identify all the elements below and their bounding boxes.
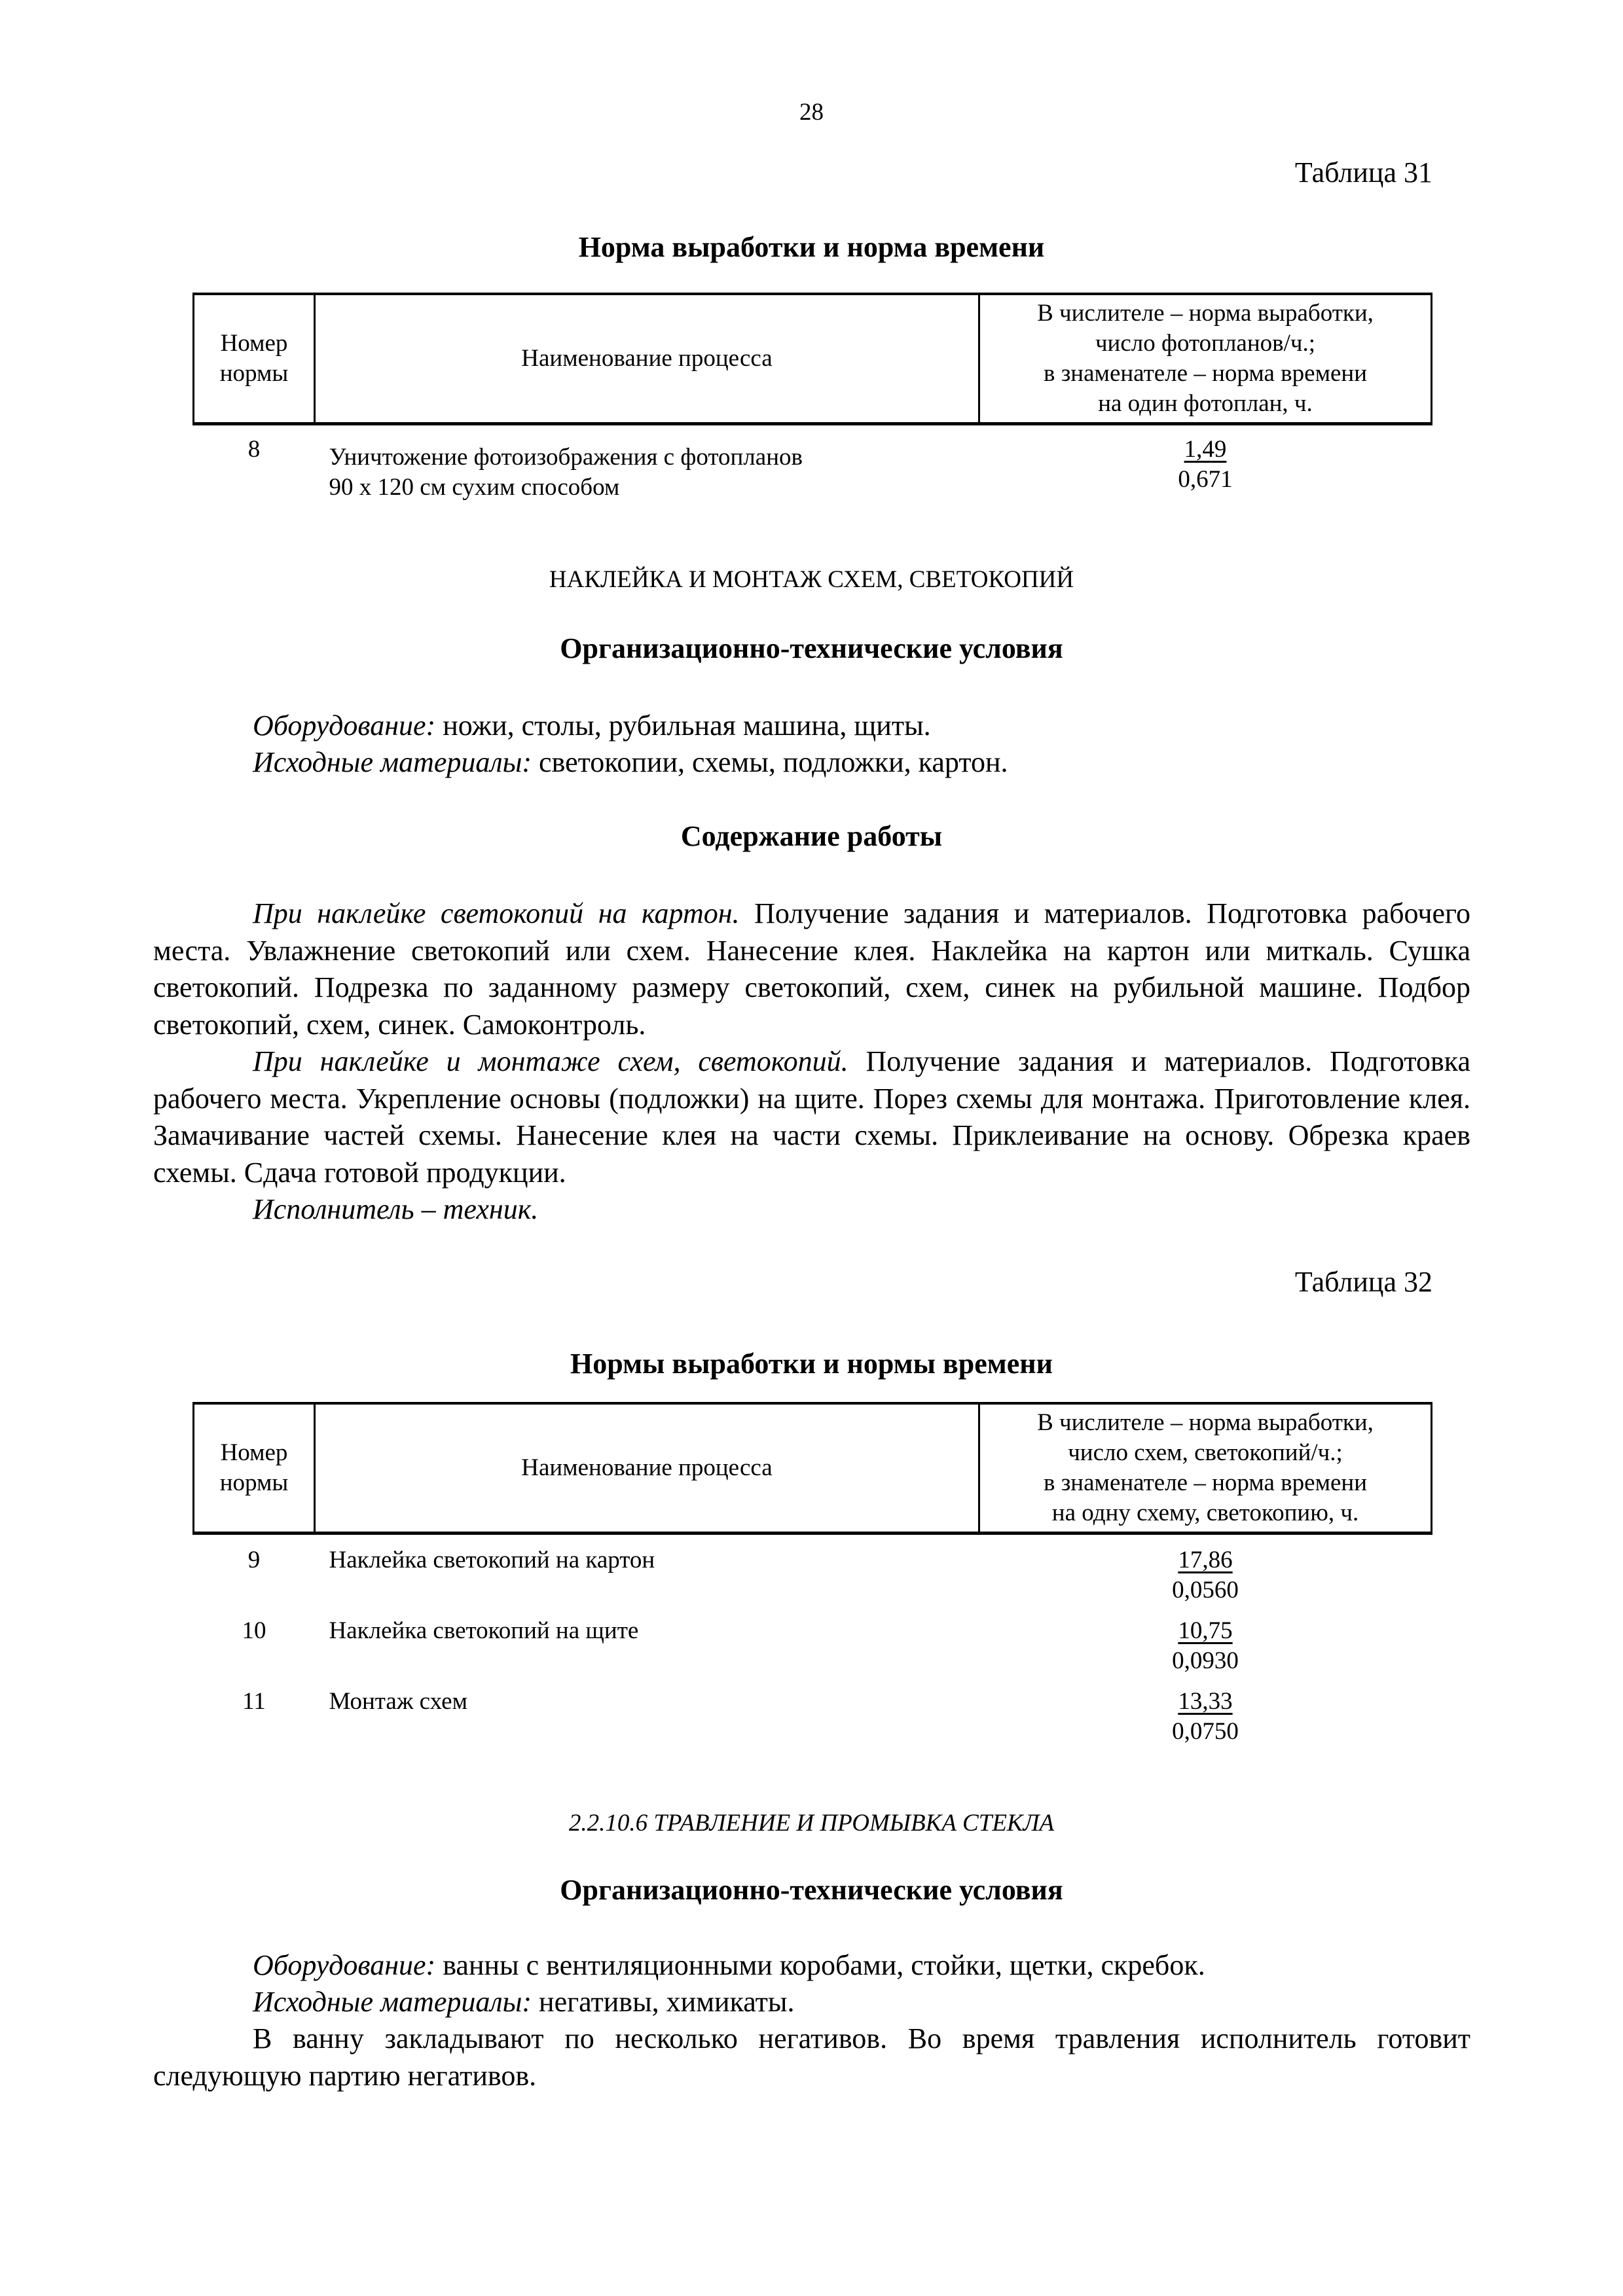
work-paragraph-2: При наклейке и монтаже схем, светокопий. Получение задания и материалов. Подготовка рабочего места. Укрепление основы (подложки) на щите. Порез схемы для монтажа. Приготовление клея. Замачивание частей схемы. Нанесение клея на части схемы. Приклеивание на основу. Обрезка краев схемы. Сдача готовой продукции. xyxy=(153,1045,1470,1189)
time-rate: 0,0560 xyxy=(1172,1577,1239,1604)
output-rate: 10,75 xyxy=(1178,1617,1233,1644)
norm-number: 8 xyxy=(247,436,261,463)
materials-line-glass xyxy=(253,1984,794,2020)
work-paragraph-2-label: При наклейке и монтаже схем, светокопий. xyxy=(253,1045,848,1077)
materials-label: Исходные материалы: xyxy=(253,746,532,778)
table-31-label: Таблица 31 xyxy=(1294,156,1432,188)
equipment-label: Оборудование: xyxy=(253,1949,436,1981)
time-rate: 0,0750 xyxy=(1172,1718,1239,1745)
rate-fraction xyxy=(979,424,1432,503)
header-rate-description: В числителе – норма выработки, число фотопланов/ч.; в знаменателе – норма времени на один фотоплан, ч. xyxy=(979,294,1432,424)
table-row xyxy=(194,1676,1432,1747)
rate-fraction xyxy=(979,1605,1432,1676)
time-rate: 0,0930 xyxy=(1172,1647,1239,1674)
page-number: 28 xyxy=(799,99,824,126)
work-paragraph-1-label: При наклейке светокопий на картон. xyxy=(253,897,740,929)
process-name: Уничтожение фотоизображения с фотопланов 90 х 120 см сухим способом xyxy=(329,444,803,501)
process-name: Наклейка светокопий на картон xyxy=(329,1547,655,1573)
table-31-header-row xyxy=(194,294,1432,424)
equipment-text: ножи, столы, рубильная машина, щиты. xyxy=(435,709,931,742)
equipment-label: Оборудование: xyxy=(253,709,436,742)
materials-text: негативы, химикаты. xyxy=(532,1986,795,2018)
executor-line: Исполнитель – техник. xyxy=(253,1193,539,1225)
output-rate: 17,86 xyxy=(1178,1547,1233,1573)
glass-paragraph: В ванну закладывают по несколько негативов. Во время травления исполнитель готовит следующую партию негативов. xyxy=(153,2022,1470,2092)
section-heading-glass: 2.2.10.6 ТРАВЛЕНИЕ И ПРОМЫВКА СТЕКЛА xyxy=(568,1810,1055,1837)
header-norm-number: Номер нормы xyxy=(194,294,315,424)
norm-number: 11 xyxy=(242,1688,266,1715)
header-process-name: Наименование процесса xyxy=(315,1403,979,1534)
conditions-title-glue: Организационно-технические условия xyxy=(560,632,1063,664)
table-row xyxy=(194,1605,1432,1676)
table-row xyxy=(194,1534,1432,1606)
materials-line xyxy=(253,744,1008,781)
rate-fraction xyxy=(979,1676,1432,1747)
table-31 xyxy=(192,293,1432,503)
work-content-title: Содержание работы xyxy=(680,820,943,852)
table-32-title: Нормы выработки и нормы времени xyxy=(570,1348,1053,1380)
table-31-title: Норма выработки и норма времени xyxy=(578,231,1045,263)
materials-text: светокопии, схемы, подложки, картон. xyxy=(532,746,1008,778)
section-heading-glue: НАКЛЕЙКА И МОНТАЖ СХЕМ, СВЕТОКОПИЙ xyxy=(549,566,1074,593)
equipment-text: ванны с вентиляционными коробами, стойки, щетки, скребок. xyxy=(435,1949,1205,1981)
output-rate: 1,49 xyxy=(1184,436,1227,463)
table-32 xyxy=(192,1402,1432,1747)
process-name: Наклейка светокопий на щите xyxy=(329,1617,639,1644)
table-32-header-row xyxy=(194,1403,1432,1534)
output-rate: 13,33 xyxy=(1178,1688,1233,1715)
header-rate-description: В числителе – норма выработки, число схем, светокопий/ч.; в знаменателе – норма времени на одну схему, светокопию, ч. xyxy=(979,1403,1432,1534)
process-name: Монтаж схем xyxy=(329,1688,467,1715)
time-rate: 0,671 xyxy=(1178,466,1233,493)
header-process-name: Наименование процесса xyxy=(315,294,979,424)
norm-number: 10 xyxy=(242,1617,266,1644)
rate-fraction xyxy=(979,1534,1432,1606)
table-32-label: Таблица 32 xyxy=(1294,1266,1432,1298)
materials-label: Исходные материалы: xyxy=(253,1986,532,2018)
equipment-line xyxy=(253,708,931,744)
equipment-line-glass xyxy=(253,1947,1205,1984)
conditions-title-glass: Организационно-технические условия xyxy=(560,1874,1063,1906)
norm-number: 9 xyxy=(247,1547,261,1573)
work-paragraph-1: При наклейке светокопий на картон. Получение задания и материалов. Подготовка рабочего места. Увлажнение светокопий или схем. Нанесение клея. Наклейка на картон или миткаль. Сушка светокопий. Подрезка по заданному размеру светокопий, схем, синек на рубильной машине. Подбор светокопий, схем, синек. Самоконтроль. xyxy=(153,897,1470,1041)
header-norm-number: Номер нормы xyxy=(194,1403,315,1534)
table-row xyxy=(194,424,1432,503)
